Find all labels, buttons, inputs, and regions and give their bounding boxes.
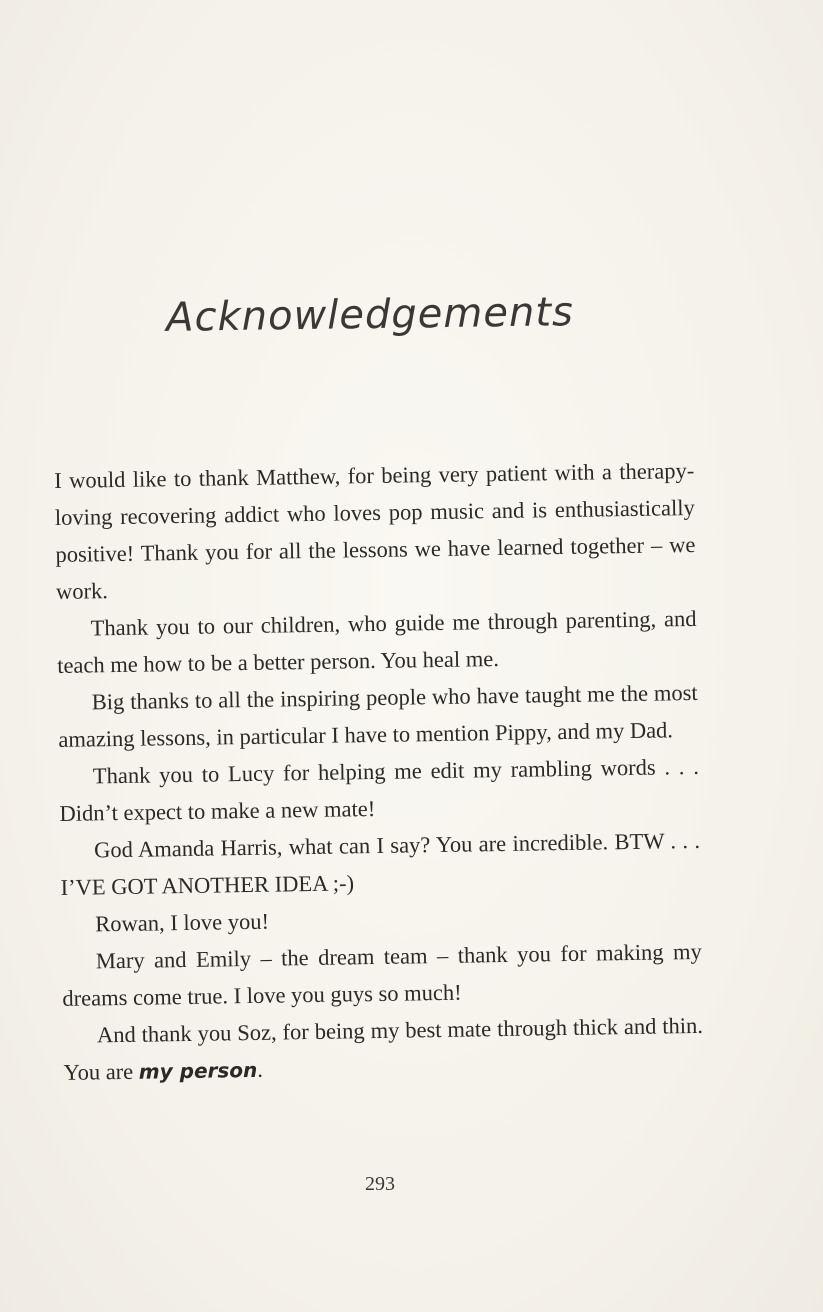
page-number: 293 [365, 1173, 395, 1195]
last-paragraph-end: . [257, 1056, 264, 1082]
emphasis-text: my person [138, 1057, 258, 1084]
paragraph: Rowan, I love you! [95, 908, 270, 937]
paragraph: Big thanks to all the inspiring people who have taught me the most amazing lessons, in particular I have to mention Pippy, and my Dad. [58, 679, 698, 752]
acknowledgements-body [54, 452, 704, 1092]
last-paragraph-text: And thank you Soz, for being my best mate through thick and thin. You are [63, 1012, 704, 1085]
paragraph: Mary and Emily – the dream team – thank you for making my dreams come true. I love you guys so much! [62, 938, 702, 1011]
paragraph: God Amanda Harris, what can I say? You are incredible. BTW . . . I’VE GOT ANOTHER IDEA ;-) [60, 827, 701, 900]
paragraph: Thank you to our children, who guide me through parenting, and teach me how to be a better person. You heal me. [57, 605, 697, 678]
paragraph-last [63, 1007, 704, 1092]
paragraph: I would like to thank Matthew, for being very patient with a therapy-loving recovering addict who loves pop music and is enthusiastically positive! Thank you for all the lessons we have learned together – we work. [54, 457, 696, 604]
paragraph: Thank you to Lucy for helping me edit my rambling words . . . Didn’t expect to make a new mate! [59, 753, 700, 826]
page-title: Acknowledgements [165, 289, 575, 341]
